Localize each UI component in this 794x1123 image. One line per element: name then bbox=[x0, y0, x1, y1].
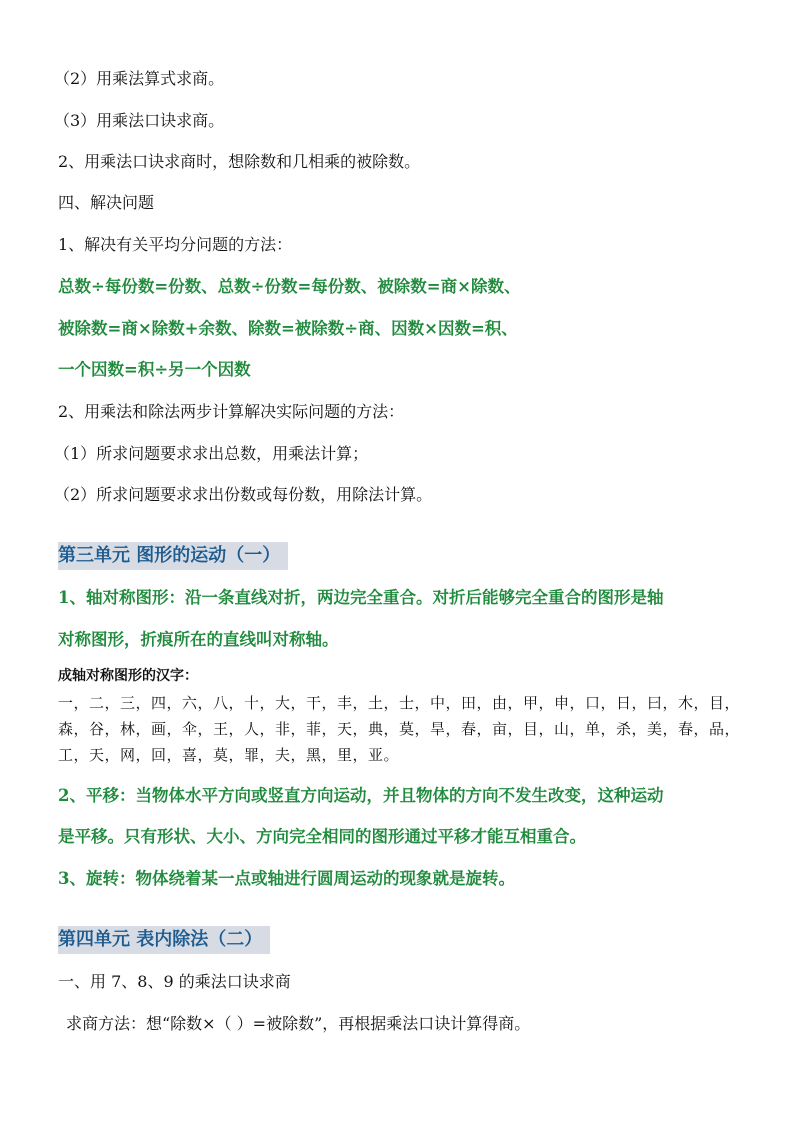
text-line: （3）用乘法口诀求商。 bbox=[54, 111, 225, 130]
definition-line: 2、平移：当物体水平方向或竖直方向运动，并且物体的方向不发生改变，这种运动 bbox=[58, 786, 664, 805]
formula-line: 一个因数=积÷另一个因数 bbox=[58, 360, 251, 379]
chars-row: 森，谷，林，画，伞，王，人，非，菲，天，典，莫，旱，春，亩，目，山，单，杀，美，春，品， bbox=[58, 720, 741, 738]
text-line: （1）所求问题要求求出总数，用乘法计算； bbox=[54, 444, 369, 463]
text-line: 求商方法：想“除数×（ ）=被除数”，再根据乘法口诀计算得商。 bbox=[66, 1014, 531, 1033]
definition-line: 对称图形，折痕所在的直线叫对称轴。 bbox=[58, 630, 339, 649]
unit-heading: 第三单元 图形的运动（一） bbox=[58, 542, 288, 570]
formula-line: 总数÷每份数=份数、总数÷份数=每份数、被除数=商×除数、 bbox=[58, 277, 521, 296]
chars-row: 工，天，网，回，喜，莫，罪，夫，黑，里，亚。 bbox=[58, 746, 400, 764]
formula-line: 被除数=商×除数+余数、除数=被除数÷商、因数×因数=积、 bbox=[58, 319, 518, 338]
text-line: （2）用乘法算式求商。 bbox=[54, 69, 225, 88]
unit-heading: 第四单元 表内除法（二） bbox=[58, 926, 270, 954]
section-title: 四、解决问题 bbox=[58, 193, 155, 212]
text-line: 一、用 7、8、9 的乘法口诀求商 bbox=[58, 972, 291, 991]
definition-line: 1、轴对称图形：沿一条直线对折，两边完全重合。对折后能够完全重合的图形是轴 bbox=[58, 588, 664, 607]
text-line: 1、解决有关平均分问题的方法： bbox=[58, 235, 293, 254]
definition-line: 是平移。只有形状、大小、方向完全相同的图形通过平移才能互相重合。 bbox=[58, 827, 586, 846]
chars-label: 成轴对称图形的汉字： bbox=[58, 668, 198, 684]
text-line: （2）所求问题要求求出份数或每份数，用除法计算。 bbox=[54, 485, 433, 504]
text-line: 2、用乘法和除法两步计算解决实际问题的方法： bbox=[58, 402, 405, 421]
chars-row: 一，二，三，四，六，八，十，大，干，丰，土，士，中，田，由，甲，申，口，日，曰，木，目， bbox=[58, 694, 741, 712]
text-line: 2、用乘法口诀求商时，想除数和几相乘的被除数。 bbox=[58, 152, 421, 171]
definition-line: 3、旋转：物体绕着某一点或轴进行圆周运动的现象就是旋转。 bbox=[58, 869, 515, 888]
